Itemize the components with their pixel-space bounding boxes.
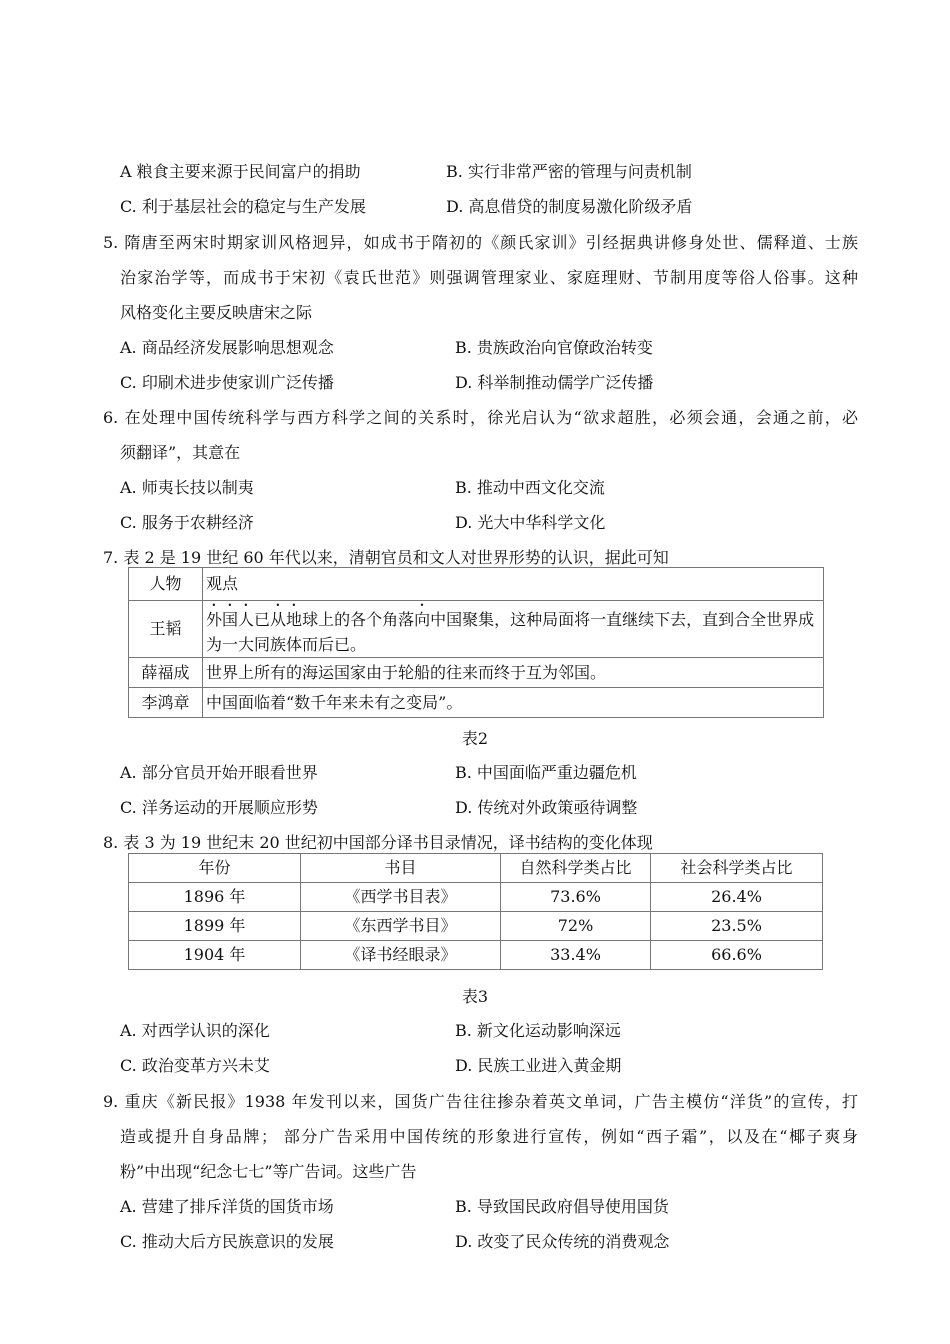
table-row xyxy=(129,912,823,941)
q6-stem-line2: 须翻译”，其意在 xyxy=(120,443,241,462)
q8-option-a: A. 对西学认识的深化 xyxy=(120,1021,270,1040)
table-row xyxy=(129,601,824,658)
q8-table xyxy=(128,853,823,970)
q4-option-a: A 粮食主要来源于民间富户的捐助 xyxy=(120,162,361,181)
cell: 72% xyxy=(501,912,651,941)
cell: 73.6% xyxy=(501,883,651,912)
q4-option-d: D. 高息借贷的制度易激化阶级矛盾 xyxy=(446,197,693,216)
table-caption: 表2 xyxy=(461,729,489,748)
table-row xyxy=(129,658,824,688)
q9-stem-line2: 造或提升自身品牌； 部分广告采用中国传统的形象进行宣传，例如“西子霜”，以及在“椰子爽身 xyxy=(120,1127,858,1146)
q7-option-c: C. 洋务运动的开展顺应形势 xyxy=(120,798,318,817)
q7-option-d: D. 传统对外政策亟待调整 xyxy=(455,798,638,817)
person-cell: 薛福成 xyxy=(129,658,203,688)
q5-stem-line1: 5. 隋唐至两宋时期家训风格迥异，如成书于隋初的《颜氏家训》引经据典讲修身处世、儒释道、士族 xyxy=(103,233,858,252)
cell: 1904 年 xyxy=(129,941,301,970)
q4-option-c: C. 利于基层社会的稳定与生产发展 xyxy=(120,197,366,216)
q5-stem-line3: 风格变化主要反映唐宋之际 xyxy=(120,303,313,322)
q8-option-c: C. 政治变革方兴未艾 xyxy=(120,1056,270,1075)
cell: 1896 年 xyxy=(129,883,301,912)
q8-stem: 8. 表 3 为 19 世纪末 20 世纪初中国部分译书目录情况，译书结构的变化体现 xyxy=(103,833,653,852)
q5-option-b: B. 贵族政治向官僚政治转变 xyxy=(455,338,653,357)
q6-option-d: D. 光大中华科学文化 xyxy=(455,513,606,532)
q7-option-a: A. 部分官员开始开眼看世界 xyxy=(120,763,318,782)
cell: 23.5% xyxy=(651,912,823,941)
table-caption: 表3 xyxy=(461,987,489,1006)
table-header: 社会科学类占比 xyxy=(651,854,823,883)
q6-stem-line1: 6. 在处理中国传统科学与西方科学之间的关系时，徐光启认为“欲求超胜，必须会通，会通之前，必 xyxy=(103,408,858,427)
view-cell: 外国人已从地球上的各个角落向中国聚集，这种局面将一直继续下去，直到合全世界成为一大同族体而后已。 xyxy=(203,601,824,658)
table-header: 自然科学类占比 xyxy=(501,854,651,883)
cell: 33.4% xyxy=(501,941,651,970)
q5-stem-line2: 治家治学等，而成书于宋初《袁氏世范》则强调管理家业、家庭理财、节制用度等俗人俗事。这种 xyxy=(120,268,858,287)
q7-option-b: B. 中国面临严重边疆危机 xyxy=(455,763,637,782)
person-cell: 李鸿章 xyxy=(129,688,203,718)
q8-option-b: B. 新文化运动影响深远 xyxy=(455,1021,621,1040)
table-header: 年份 xyxy=(129,854,301,883)
q9-option-d: D. 改变了民众传统的消费观念 xyxy=(455,1232,670,1251)
q7-table xyxy=(128,567,824,718)
table-row xyxy=(129,688,824,718)
q9-stem-line1: 9. 重庆《新民报》1938 年发刊以来，国货广告往往掺杂着英文单词，广告主模仿“洋货”的宣传，打 xyxy=(103,1092,858,1111)
q4-option-b: B. 实行非常严密的管理与问责机制 xyxy=(446,162,692,181)
cell: 《译书经眼录》 xyxy=(301,941,501,970)
cell: 1899 年 xyxy=(129,912,301,941)
table-row xyxy=(129,883,823,912)
q7-stem: 7. 表 2 是 19 世纪 60 年代以来，清朝官员和文人对世界形势的认识，据此可知 xyxy=(103,548,669,567)
cell: 《西学书目表》 xyxy=(301,883,501,912)
table-header: 书目 xyxy=(301,854,501,883)
table-header: 观点 xyxy=(203,568,824,601)
q9-option-b: B. 导致国民政府倡导使用国货 xyxy=(455,1197,669,1216)
q9-option-a: A. 营建了排斥洋货的国货市场 xyxy=(120,1197,334,1216)
cell: 26.4% xyxy=(651,883,823,912)
q8-option-d: D. 民族工业进入黄金期 xyxy=(455,1056,622,1075)
view-cell: 世界上所有的海运国家由于轮船的往来而终于互为邻国。 xyxy=(203,658,824,688)
q9-stem-line3: 粉”中出现“纪念七七”等广告词。这些广告 xyxy=(120,1162,417,1181)
q9-option-c: C. 推动大后方民族意识的发展 xyxy=(120,1232,334,1251)
q6-option-b: B. 推动中西文化交流 xyxy=(455,478,605,497)
q5-option-a: A. 商品经济发展影响思想观念 xyxy=(120,338,334,357)
q6-option-c: C. 服务于农耕经济 xyxy=(120,513,254,532)
cell: 《东西学书目》 xyxy=(301,912,501,941)
q5-option-c: C. 印刷术进步使家训广泛传播 xyxy=(120,373,334,392)
q6-option-a: A. 师夷长技以制夷 xyxy=(120,478,254,497)
person-cell: 王韬 xyxy=(129,601,203,658)
table-row xyxy=(129,941,823,970)
q5-option-d: D. 科举制推动儒学广泛传播 xyxy=(455,373,654,392)
view-cell: 中国面临着“数千年来未有之变局”。 xyxy=(203,688,824,718)
cell: 66.6% xyxy=(651,941,823,970)
table-header: 人物 xyxy=(129,568,203,601)
